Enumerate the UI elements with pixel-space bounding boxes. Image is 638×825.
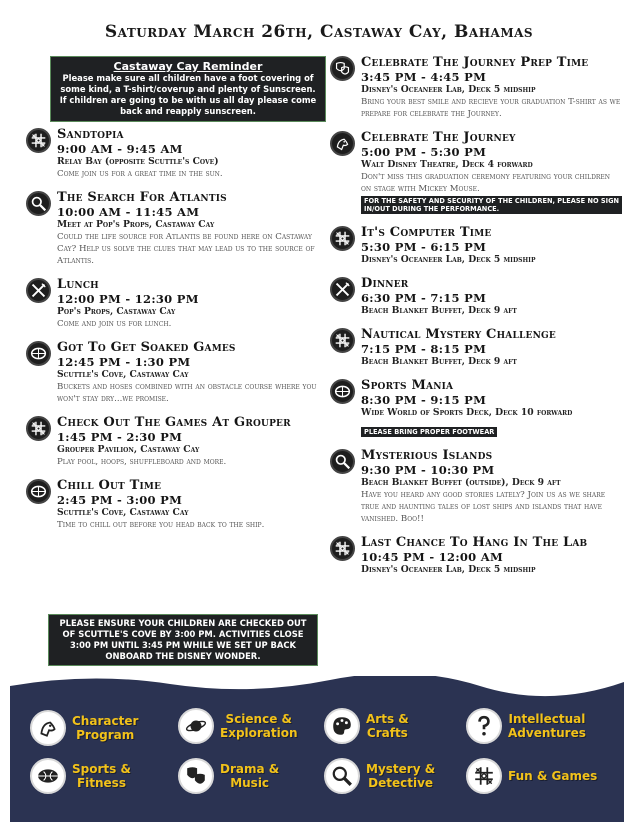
event-location: Beach Blanket Buffet (outside), Deck 9 aft	[361, 477, 561, 488]
fork-knife-icon	[330, 277, 355, 302]
event-location: Pop's Props, Castaway Cay	[57, 306, 176, 317]
ball-icon	[330, 379, 355, 404]
event-last-chance-lab	[330, 536, 622, 576]
magnifying-glass-icon	[330, 449, 355, 474]
event-time: 10:00 AM - 11:45 AM	[57, 205, 200, 219]
tic-tac-toe-icon	[330, 328, 355, 353]
event-description: Bring your best smile and recieve your graduation T-shirt as we prepare for celebrate the Journey.	[361, 97, 621, 119]
legend-label: Fun & Games	[508, 769, 598, 783]
event-time: 5:30 PM - 6:15 PM	[361, 240, 487, 254]
reminder-title: Castaway Cay Reminder	[113, 60, 263, 73]
character-icon	[30, 710, 66, 746]
event-location: Beach Blanket Buffet, Deck 9 aft	[361, 356, 517, 367]
ball-icon	[30, 758, 66, 794]
event-title: The Search For Atlantis	[57, 190, 227, 205]
event-time: 1:45 PM - 2:30 PM	[57, 430, 183, 444]
event-mysterious-islands	[330, 449, 622, 525]
event-time: 3:45 PM - 4:45 PM	[361, 70, 487, 84]
event-title: Nautical Mystery Challenge	[361, 327, 556, 342]
safety-note: FOR THE SAFETY AND SECURITY OF THE CHILDREN, PLEASE NO SIGN IN/OUT DURING THE PERFORMANCE.	[361, 196, 622, 214]
event-location: Walt Disney Theatre, Deck 4 forward	[361, 159, 533, 170]
event-description: Could the life source for Atlantis be found here on Castaway Cay? Help us solve the clues that may lead us to the source of Atlantis.	[57, 232, 315, 266]
event-title: Mysterious Islands	[361, 448, 493, 463]
character-icon	[330, 131, 355, 156]
event-location: Wide World of Sports Deck, Deck 10 forward	[361, 407, 573, 418]
event-time: 9:30 PM - 10:30 PM	[361, 463, 495, 477]
tic-tac-toe-icon	[330, 226, 355, 251]
drama-masks-icon	[330, 56, 355, 81]
event-title: Last Chance To Hang In The Lab	[361, 535, 588, 550]
right-column	[330, 56, 622, 666]
footer-wave-background	[10, 676, 624, 822]
fork-knife-icon	[26, 278, 51, 303]
event-title: Check Out The Games At Grouper	[57, 415, 291, 430]
event-time: 9:00 AM - 9:45 AM	[57, 142, 183, 156]
event-time: 12:00 PM - 12:30 PM	[57, 292, 199, 306]
legend-arts-crafts	[324, 706, 409, 746]
legend-label: Arts & Crafts	[366, 712, 409, 740]
ball-icon	[26, 479, 51, 504]
event-time: 8:30 PM - 9:15 PM	[361, 393, 487, 407]
event-time: 12:45 PM - 1:30 PM	[57, 355, 191, 369]
legend-drama-music	[178, 756, 279, 796]
event-description: Come and join us for lunch.	[57, 319, 172, 329]
legend-intellectual-adventures	[466, 706, 586, 746]
legend-character-program	[30, 708, 138, 748]
page-title: Saturday March 26th, Castaway Cay, Bahamas	[104, 22, 534, 42]
event-description: Time to chill out before you head back to the ship.	[57, 520, 265, 530]
sunscreen-reminder	[50, 56, 326, 122]
event-location: Relay Bay (opposite Scuttle's Cove)	[57, 156, 219, 167]
event-dinner	[330, 277, 622, 317]
event-celebrate-journey	[330, 131, 622, 215]
event-description: Come join us for a great time in the sun.	[57, 169, 223, 179]
event-title: Got To Get Soaked Games	[57, 340, 236, 355]
event-title: Sports Mania	[361, 378, 454, 393]
event-location: Grouper Pavilion, Castaway Cay	[57, 444, 200, 455]
event-time: 7:15 PM - 8:15 PM	[361, 342, 487, 356]
event-soaked-games	[26, 341, 328, 405]
legend-label: Science & Exploration	[220, 712, 298, 740]
event-chill-out-time	[26, 479, 328, 531]
tic-tac-toe-icon	[26, 416, 51, 441]
event-title: It's Computer Time	[361, 225, 492, 240]
event-title: Chill Out Time	[57, 478, 162, 493]
checkout-notice: PLEASE ENSURE YOUR CHILDREN ARE CHECKED OUT OF SCUTTLE'S COVE BY 3:00 PM. ACTIVITIES CLOSE 3:00 PM UNTIL 3:45 PM WHILE WE SET UP BACK ONBOARD THE DISNEY WONDER.	[48, 614, 318, 666]
event-time: 6:30 PM - 7:15 PM	[361, 291, 487, 305]
legend-label: Intellectual Adventures	[508, 712, 586, 740]
event-lunch	[26, 278, 328, 330]
event-location: Disney's Oceaneer Lab, Deck 5 midship	[361, 84, 536, 95]
event-computer-time	[330, 226, 622, 266]
footwear-note: PLEASE BRING PROPER FOOTWEAR	[361, 427, 497, 437]
event-time: 5:00 PM - 5:30 PM	[361, 145, 487, 159]
tic-tac-toe-icon	[330, 536, 355, 561]
event-title: Celebrate The Journey	[361, 130, 516, 145]
reminder-body: Please make sure all children have a foot covering of some kind, a T-shirt/coverup and plenty of Sunscreen. If children are going to be with us all day please come back and reapply sunscreen.	[59, 73, 317, 116]
legend-mystery-detective	[324, 756, 435, 796]
event-title: Celebrate The Journey Prep Time	[361, 55, 589, 70]
event-location: Beach Blanket Buffet, Deck 9 aft	[361, 305, 517, 316]
event-games-at-grouper	[26, 416, 328, 468]
event-nautical-mystery	[330, 328, 622, 368]
event-location: Meet at Pop's Props, Castaway Cay	[57, 219, 215, 230]
event-title: Lunch	[57, 277, 99, 292]
event-location: Disney's Oceaneer Lab, Deck 5 midship	[361, 564, 536, 575]
ball-icon	[26, 341, 51, 366]
legend-label: Sports & Fitness	[72, 762, 131, 790]
event-sandtopia	[26, 128, 328, 180]
event-title: Sandtopia	[57, 127, 124, 142]
tic-tac-toe-icon	[26, 128, 51, 153]
event-location: Scuttle's Cove, Castaway Cay	[57, 507, 189, 518]
legend-fun-games	[466, 756, 597, 796]
tic-tac-toe-icon	[466, 758, 502, 794]
event-description: Have you heard any good stories lately? Join us as we share true and haunting tales of lost ships and islands that have vanished. Boo!!	[361, 490, 606, 524]
event-title: Dinner	[361, 276, 409, 291]
event-sports-mania	[330, 379, 622, 438]
magnifying-glass-icon	[324, 758, 360, 794]
event-celebrate-prep	[330, 56, 622, 120]
legend-label: Drama & Music	[220, 762, 280, 790]
legend-science-exploration	[178, 706, 298, 746]
event-description: Buckets and hoses combined with an obstacle course where you won't stay dry...we promise.	[57, 382, 317, 404]
event-time: 10:45 PM - 12:00 AM	[361, 550, 504, 564]
event-description: Play pool, hoops, shuffleboard and more.	[57, 457, 227, 467]
left-column	[26, 56, 328, 666]
planet-icon	[178, 708, 214, 744]
palette-icon	[324, 708, 360, 744]
event-description: Don't miss this graduation ceremony featuring your children on stage with Mickey Mouse.	[361, 172, 611, 194]
event-search-for-atlantis	[26, 191, 328, 267]
legend-label: Character Program	[72, 714, 139, 742]
drama-masks-icon	[178, 758, 214, 794]
event-time: 2:45 PM - 3:00 PM	[57, 493, 183, 507]
event-location: Scuttle's Cove, Castaway Cay	[57, 369, 189, 380]
magnifying-glass-icon	[26, 191, 51, 216]
legend-label: Mystery & Detective	[366, 762, 436, 790]
question-mark-icon	[466, 708, 502, 744]
legend-sports-fitness	[30, 756, 131, 796]
event-location: Disney's Oceaneer Lab, Deck 5 midship	[361, 254, 536, 265]
program-legend	[10, 676, 624, 822]
